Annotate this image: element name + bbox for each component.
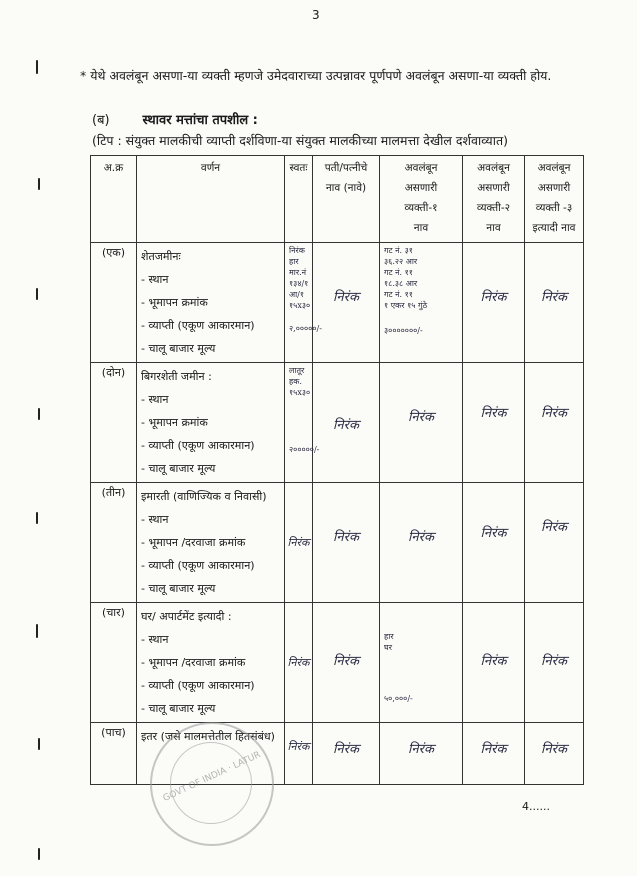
header-dependent-3: अवलंबून असणारी व्यक्ती -३ इत्यादी नाव — [525, 156, 584, 243]
row-number: (पाच) — [91, 723, 137, 785]
self-cell: निरंक — [285, 603, 313, 723]
spouse-cell: निरंक — [313, 363, 380, 483]
margin-mark — [38, 178, 40, 190]
stamp-inner-ring — [170, 742, 252, 824]
spouse-cell: निरंक — [313, 723, 380, 785]
dependent-1-cell: निरंक — [380, 363, 463, 483]
row-description: इतर (जसे मालमत्तेतील हितसंबंध) — [137, 723, 285, 785]
official-stamp — [150, 722, 274, 846]
dependent-3-cell: निरंक — [525, 603, 584, 723]
margin-mark — [38, 848, 40, 860]
table-row — [91, 363, 584, 483]
dependent-1-cell: निरंक — [380, 483, 463, 603]
self-cell: निरंक हार मार.नं १३४/१ आ/१ १५x३० २,०००००/- — [285, 243, 313, 363]
dependent-1-cell: हार घर ५०,०००/- — [380, 603, 463, 723]
dependent-2-cell: निरंक — [463, 723, 525, 785]
self-cell: निरंक — [285, 483, 313, 603]
dependent-3-cell: निरंक — [525, 363, 584, 483]
header-dependent-2: अवलंबून असणारी व्यक्ती-२ नाव — [463, 156, 525, 243]
self-cell: लातूर हक. १५x३० २०००००/- — [285, 363, 313, 483]
dependent-3-cell: निरंक — [525, 723, 584, 785]
dependent-2-cell: निरंक — [463, 243, 525, 363]
dependent-1-cell: गट नं. ३१ ३६.२२ आर गट नं. ११ १८.३८ आर गट नं. ११ १ एकर १५ गुंठे ३०००००००/- — [380, 243, 463, 363]
dependent-2-cell: निरंक — [463, 483, 525, 603]
header-dependent-1: अवलंबून असणारी व्यक्ती-१ नाव — [380, 156, 463, 243]
row-number: (दोन) — [91, 363, 137, 483]
table-row — [91, 243, 584, 363]
table-row — [91, 483, 584, 603]
page-number: 3 — [312, 8, 320, 22]
margin-mark — [36, 624, 38, 638]
section-heading — [92, 110, 258, 128]
margin-mark — [38, 408, 40, 420]
margin-mark — [36, 60, 38, 74]
margin-mark — [36, 512, 38, 524]
spouse-cell: निरंक — [313, 483, 380, 603]
spouse-cell: निरंक — [313, 603, 380, 723]
header-sr: अ.क्र — [91, 156, 137, 243]
spouse-cell: निरंक — [313, 243, 380, 363]
self-cell: निरंक — [285, 723, 313, 785]
dependent-2-cell: निरंक — [463, 363, 525, 483]
header-spouse: पती/पत्नीचे नाव (नावे) — [313, 156, 380, 243]
row-description: इमारती (वाणिज्यिक व निवासी) - स्थान - भूमापन /दरवाजा क्रमांक - व्याप्ती (एकूण आकारमान) - चालू बाजार मूल्य — [137, 483, 285, 603]
margin-mark — [36, 288, 38, 300]
header-description: वर्णन — [137, 156, 285, 243]
row-description: शेतजमीनः - स्थान - भूमापन क्रमांक - व्याप्ती (एकूण आकारमान) - चालू बाजार मूल्य — [137, 243, 285, 363]
section-label: (ब) — [92, 113, 110, 128]
dependent-note: * येथे अवलंबून असणा-या व्यक्ती म्हणजे उमेदवाराच्या उत्पन्नावर पूर्णपणे अवलंबून असणा-या व्यक्ती होय. — [80, 68, 552, 83]
margin-mark — [38, 738, 40, 750]
next-page-marker: 4...... — [522, 800, 550, 813]
table-header-row — [91, 156, 584, 243]
immovable-assets-table — [90, 155, 584, 785]
table-row — [91, 603, 584, 723]
header-self: स्वतः — [285, 156, 313, 243]
row-description: बिगरशेती जमीन : - स्थान - भूमापन क्रमांक - व्याप्ती (एकूण आकारमान) - चालू बाजार मूल्य — [137, 363, 285, 483]
row-number: (एक) — [91, 243, 137, 363]
dependent-3-cell: निरंक — [525, 483, 584, 603]
dependent-3-cell: निरंक — [525, 243, 584, 363]
dependent-2-cell: निरंक — [463, 603, 525, 723]
dependent-1-cell: निरंक — [380, 723, 463, 785]
row-number: (तीन) — [91, 483, 137, 603]
tip-note: (टिप : संयुक्त मालकीची व्याप्ती दर्शविणा-या संयुक्त मालकीच्या मालमत्ता देखील दर्शवाव्यात) — [92, 133, 508, 148]
row-number: (चार) — [91, 603, 137, 723]
stamp-text: GOVT OF INDIA · LATUR — [161, 750, 263, 804]
row-description: घर/ अपार्टमेंट इत्यादी : - स्थान - भूमापन /दरवाजा क्रमांक - व्याप्ती (एकूण आकारमान) - चालू बाजार मूल्य — [137, 603, 285, 723]
section-title: स्थावर मत्तांचा तपशील : — [142, 113, 258, 128]
